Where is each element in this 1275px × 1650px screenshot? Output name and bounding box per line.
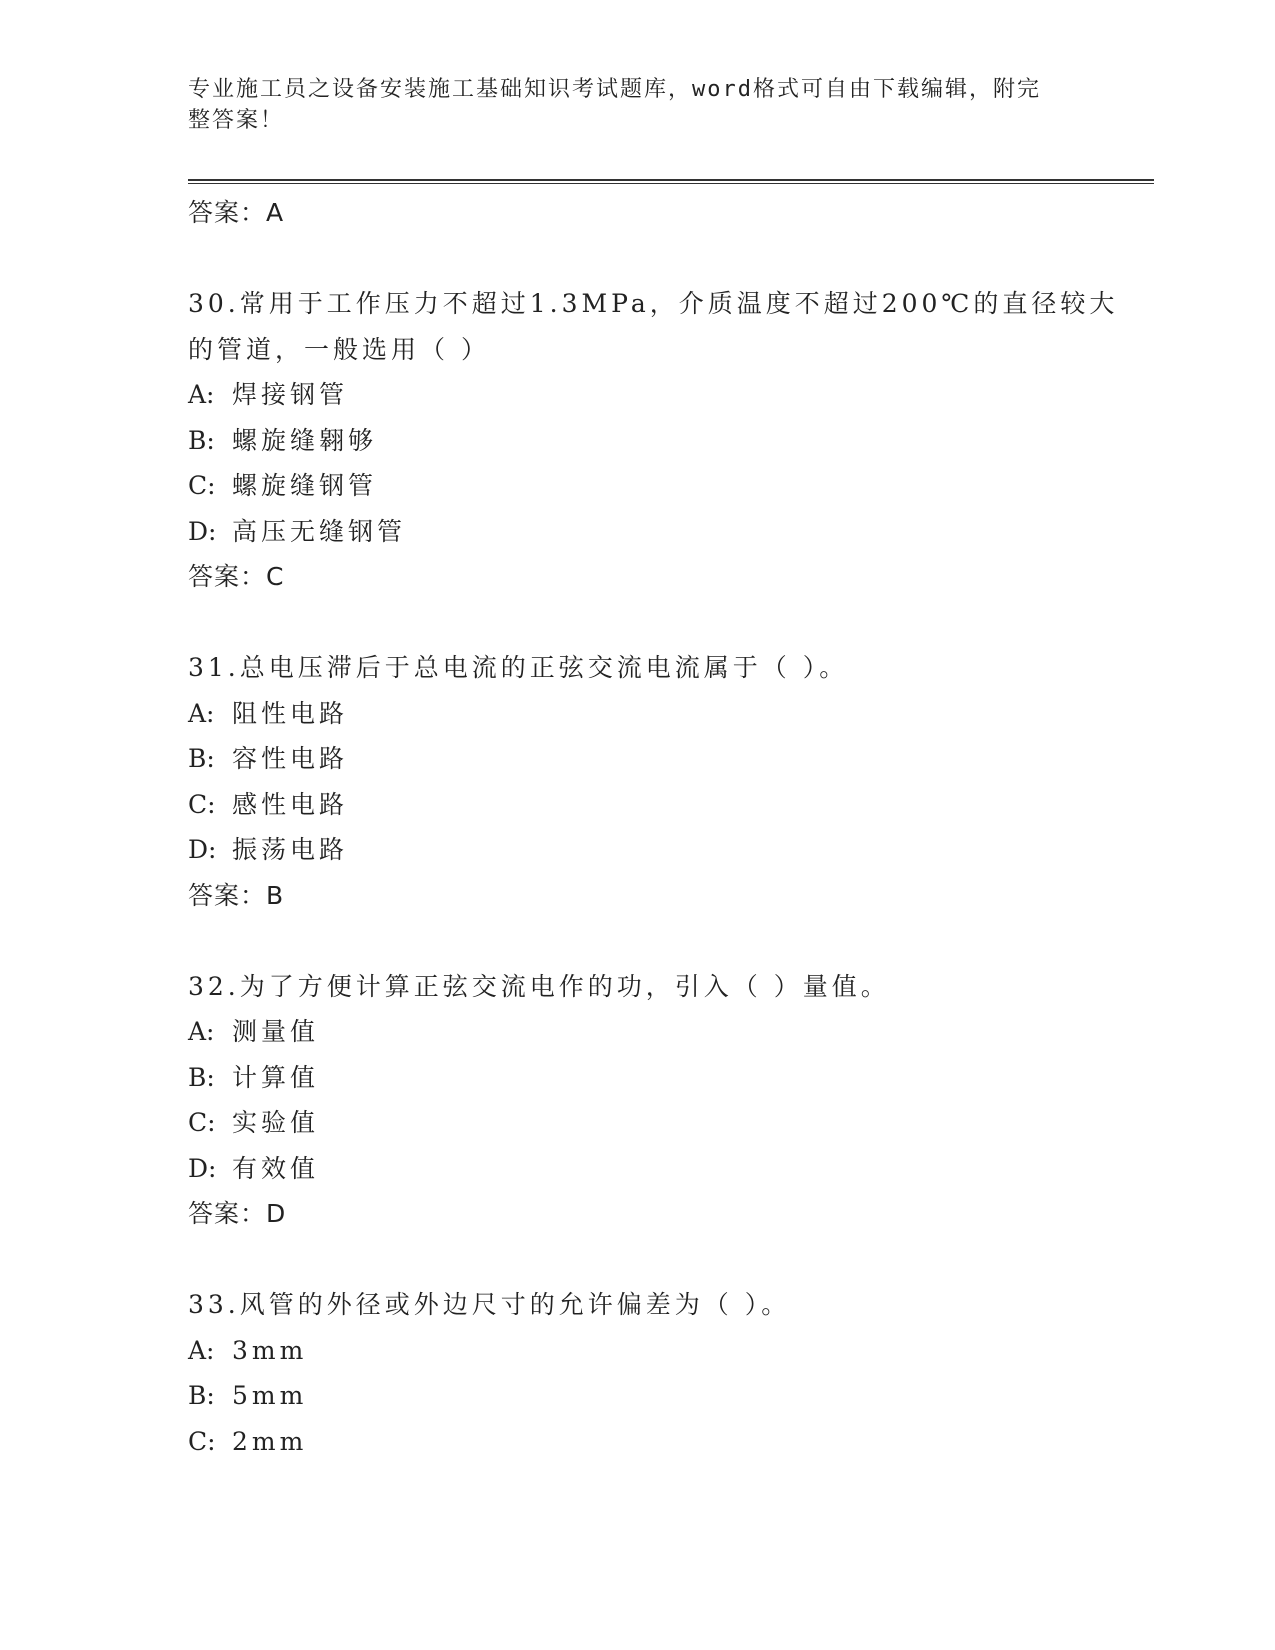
option-letter: A: bbox=[188, 1335, 215, 1365]
question-stem: 32.为了方便计算正弦交流电作的功，引入（ ）量值。 bbox=[188, 971, 890, 1001]
option-text: 振荡电路 bbox=[232, 835, 349, 864]
option-letter: A: bbox=[188, 698, 215, 728]
option-letter: B: bbox=[188, 1381, 215, 1410]
question-stem: 31.总电压滞后于总电流的正弦交流电流属于（ ）。 bbox=[188, 653, 849, 682]
option-text: 螺旋缝钢管 bbox=[232, 471, 378, 500]
answer: 答案：C bbox=[188, 562, 285, 591]
question-stem: 30.常用于工作压力不超过1.3MPa，介质温度不超过200℃的直径较大 bbox=[188, 289, 1119, 318]
answer: 答案：D bbox=[188, 1199, 287, 1228]
option-a bbox=[188, 1009, 1088, 1055]
option-b bbox=[188, 736, 1088, 782]
option-text: 3mm bbox=[232, 1335, 308, 1365]
option-text: 5mm bbox=[232, 1381, 308, 1410]
header-line-1: 专业施工员之设备安装施工基础知识考试题库，word格式可自由下载编辑，附完 bbox=[188, 77, 1041, 102]
question-33 bbox=[188, 1282, 1088, 1464]
option-d bbox=[188, 509, 1088, 555]
header-divider bbox=[188, 179, 1154, 181]
option-text: 计算值 bbox=[232, 1062, 320, 1092]
option-text: 测量值 bbox=[232, 1017, 320, 1046]
header-line-2: 整答案！ bbox=[188, 108, 285, 133]
question-30 bbox=[188, 281, 1119, 600]
option-letter: C: bbox=[188, 471, 216, 500]
question-stem-continued: 的管道，一般选用（ ） bbox=[188, 334, 490, 364]
header-divider-thin bbox=[188, 183, 1154, 184]
option-c bbox=[188, 1419, 1088, 1465]
option-letter: D: bbox=[188, 835, 217, 864]
option-text: 有效值 bbox=[232, 1153, 320, 1183]
question-32 bbox=[188, 964, 1088, 1237]
option-text: 高压无缝钢管 bbox=[232, 516, 407, 546]
document-header bbox=[188, 74, 1068, 136]
option-letter: C: bbox=[188, 789, 216, 819]
option-a bbox=[188, 1328, 1088, 1374]
option-d bbox=[188, 827, 1088, 873]
option-c bbox=[188, 1100, 1088, 1146]
option-b bbox=[188, 1373, 1088, 1419]
option-text: 焊接钢管 bbox=[232, 380, 349, 409]
option-letter: D: bbox=[188, 516, 217, 546]
option-c bbox=[188, 782, 1088, 828]
option-letter: A: bbox=[188, 380, 215, 409]
option-b bbox=[188, 1055, 1088, 1101]
option-a bbox=[188, 372, 1088, 418]
option-text: 阻性电路 bbox=[232, 698, 349, 728]
option-letter: A: bbox=[188, 1017, 215, 1046]
option-letter: D: bbox=[188, 1153, 217, 1183]
question-list bbox=[188, 190, 1119, 1464]
question-stem: 33.风管的外径或外边尺寸的允许偏差为（ ）。 bbox=[188, 1290, 791, 1319]
question-31 bbox=[188, 645, 1088, 918]
previous-answer: 答案：A bbox=[188, 198, 285, 227]
option-letter: C: bbox=[188, 1108, 216, 1137]
option-text: 实验值 bbox=[232, 1108, 320, 1137]
option-letter: B: bbox=[188, 744, 215, 773]
option-d bbox=[188, 1146, 1088, 1192]
option-letter: B: bbox=[188, 425, 215, 455]
option-c bbox=[188, 463, 1088, 509]
option-a bbox=[188, 691, 1088, 737]
answer: 答案：B bbox=[188, 880, 285, 910]
option-letter: C: bbox=[188, 1426, 216, 1456]
option-text: 容性电路 bbox=[232, 744, 349, 773]
option-letter: B: bbox=[188, 1062, 215, 1092]
option-text: 螺旋缝翱够 bbox=[232, 425, 378, 455]
option-text: 感性电路 bbox=[232, 789, 349, 819]
option-text: 2mm bbox=[232, 1426, 308, 1456]
option-b bbox=[188, 418, 1088, 464]
